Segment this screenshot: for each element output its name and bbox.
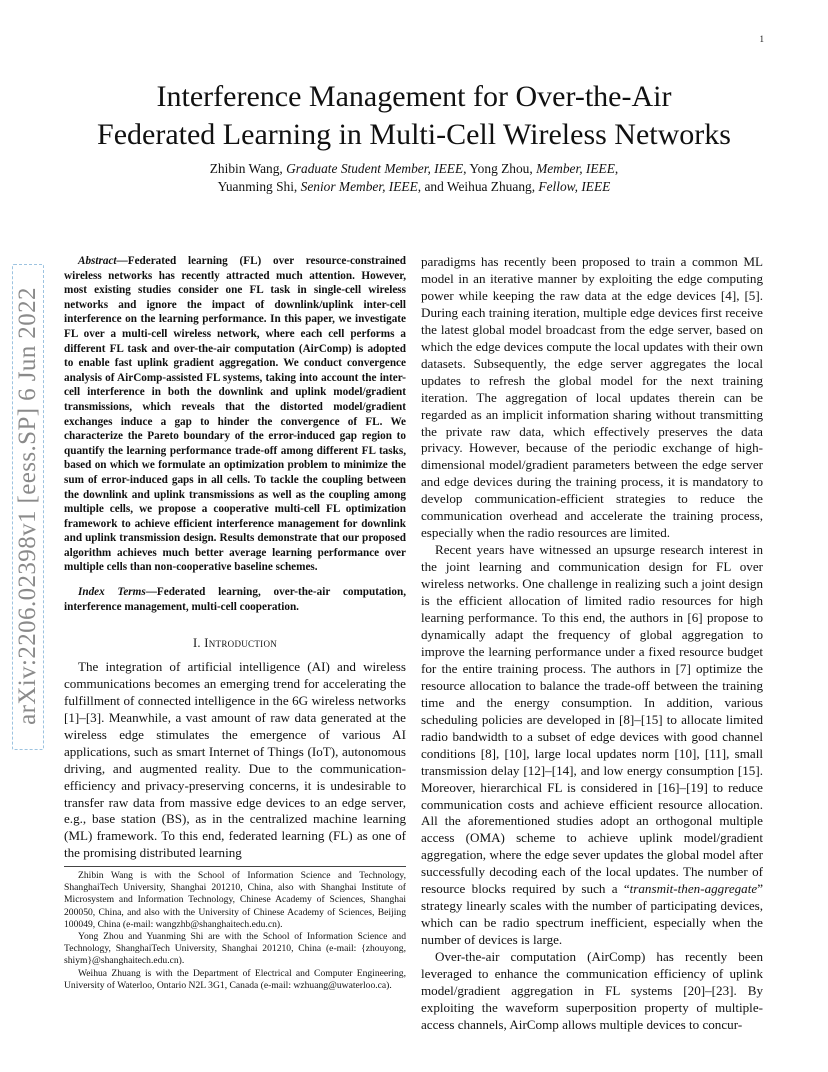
arxiv-stamp-text[interactable]: arXiv:2206.02398v1 [eess.SP] 6 Jun 2022 [14, 287, 41, 725]
index-terms-label: Index Terms [78, 586, 146, 599]
author-line-1: Zhibin Wang, Graduate Student Member, IEEE, Yong Zhou, Member, IEEE, [209, 161, 619, 176]
footnote-1: Zhibin Wang is with the School of Information Science and Technology, ShanghaiTech University, Shanghai 201210, China, also with Shanghai Institute of Microsystem and Information Technology, Chinese Academy of Sciences, Shanghai 200050, China, and also with the University of Chinese Academy of Sciences, Beijing 100049, China (e-mail: wangzhb@shanghaitech.edu.cn). [64, 870, 406, 930]
page-number: 1 [759, 34, 764, 44]
title-line-1: Interference Management for Over-the-Air [156, 80, 672, 113]
paper-title [50, 78, 778, 154]
author-list [80, 160, 748, 196]
intro-paragraph-1: The integration of artificial intelligence (AI) and wireless communications becomes an emerging trend for accelerating the fulfillment of connected intelligence in the 6G wireless networks [1]–[3]. Meanwhile, a vast amount of raw data generated at the wireless edge stimulates the emergence of various AI applications, such as smart Internet of Things (IoT), autonomous driving, and augmented reality. Due to the communication-efficiency and privacy-preserving concerns, it is undesirable to transfer raw data from massive edge devices to an edge server, e.g., base station (BS), as in the centralized machine learning (ML) framework. To this end, federated learning (FL) as one of the promising distributed learning [64, 659, 406, 861]
section-heading-introduction: I. Introduction [192, 636, 278, 651]
index-terms [64, 585, 406, 614]
index-terms-text: —Federated learning, over-the-air computation, interference management, multi-cell cooperation. [64, 586, 406, 613]
title-line-2: Federated Learning in Multi-Cell Wireless Networks [97, 118, 731, 151]
intro-paragraph-continued: paradigms has recently been proposed to train a common ML model in an iterative manner by exploiting the edge computing power while keeping the raw data at the edge devices [4], [5]. During each training iteration, multiple edge devices first receive the latest global model broadcast from the edge server, based on which the edge devices compute the local updates with their own datasets. Subsequently, the edge server aggregates the local updates to refresh the global model for the next training iteration. The aggregation of local updates therein can be regarded as an implicit information sharing without transmitting the private raw data, which effectively preserves the data privacy. However, because of the periodic exchange of high-dimensional model/gradient parameters between the edge server and edge devices during the training process, it is mandatory to develop communication-efficient strategies to reduce the communication overhead and accelerate the training process, especially when the radio resources are limited. [421, 254, 763, 541]
abstract-label: Abstract [78, 255, 117, 267]
abstract-text: —Federated learning (FL) over resource-constrained wireless networks has recently attracted much attention. However, most existing studies consider one FL task in single-cell wireless networks and ignore the impact of downlink/uplink inter-cell interference on the learning performance. In this paper, we investigate FL over a multi-cell wireless network, where each cell performs a different FL task and over-the-air computation (AirComp) is adopted to enable fast uplink gradient aggregation. We conduct convergence analysis of AirComp-assisted FL systems, taking into account the inter-cell interference in both the downlink and uplink model/gradient transmissions, which reveals that the distorted model/gradient exchanges induce a gap to hinder the convergence of FL. We characterize the Pareto boundary of the error-induced gap region to quantify the learning performance trade-off among different FL tasks, based on which we formulate an optimization problem to minimize the sum of error-induced gaps in all cells. To tackle the coupling between the downlink and uplink transmissions as well as the coupling among multiple cells, we propose a cooperative multi-cell FL optimization framework to achieve efficient interference management for downlink and uplink transmission design. Results demonstrate that our proposed algorithm achieves much better average learning performance over multiple cells than non-cooperative baseline schemes. [64, 255, 406, 574]
footnotes [64, 866, 406, 992]
author-line-2: Yuanming Shi, Senior Member, IEEE, and Weihua Zhuang, Fellow, IEEE [217, 179, 611, 194]
left-column [64, 254, 406, 862]
arxiv-stamp[interactable] [8, 262, 48, 750]
right-column [421, 254, 763, 1034]
footnote-3: Weihua Zhuang is with the Department of Electrical and Computer Engineering, University of Waterloo, Ontario N2L 3G1, Canada (e-mail: wzhuang@uwaterloo.ca). [64, 967, 406, 991]
intro-paragraph-2: Recent years have witnessed an upsurge research interest in the joint learning and communication design for FL over wireless networks. One challenge in realizing such a joint design is the efficient allocation of limited radio resources for high learning performance. To this end, the authors in [6] propose to dynamically adapt the frequency of global aggregation to improve the learning performance under a fixed resource budget for the entire training process. The authors in [7] optimize the resource allocation to balance the trade-off between the training time and the energy consumption. In addition, various scheduling policies are developed in [8]–[15] to allocate limited radio bandwidth to a subset of edge devices with good channel conditions [8], [10], large local updates norm [10], [11], small transmission delay [12]–[14], and low energy consumption [15]. Moreover, hierarchical FL is considered in [16]–[19] to reduce communication costs and achieve efficient resource allocation. All the aforementioned studies adopt an orthogonal multiple access (OMA) scheme to achieve uplink model/gradient aggregation, where the edge sever updates the global model after successfully decoding each of the local updates. The number of resource blocks required by such a “transmit-then-aggregate” strategy linearly scales with the number of participating devices, which can be radio spectrum inefficient, especially when the number of devices is large. [421, 542, 763, 948]
abstract [64, 254, 406, 575]
intro-paragraph-3: Over-the-air computation (AirComp) has recently been leveraged to enhance the communication efficiency of uplink model/gradient aggregation in FL systems [20]–[23]. By exploiting the waveform superposition property of multiple-access channels, AirComp allows multiple devices to concur- [421, 949, 763, 1032]
footnote-2: Yong Zhou and Yuanming Shi are with the School of Information Science and Technology, ShanghaiTech University, Shanghai 201210, China (e-mail: {zhouyong, shiym}@shanghaitech.edu.cn). [64, 931, 406, 967]
